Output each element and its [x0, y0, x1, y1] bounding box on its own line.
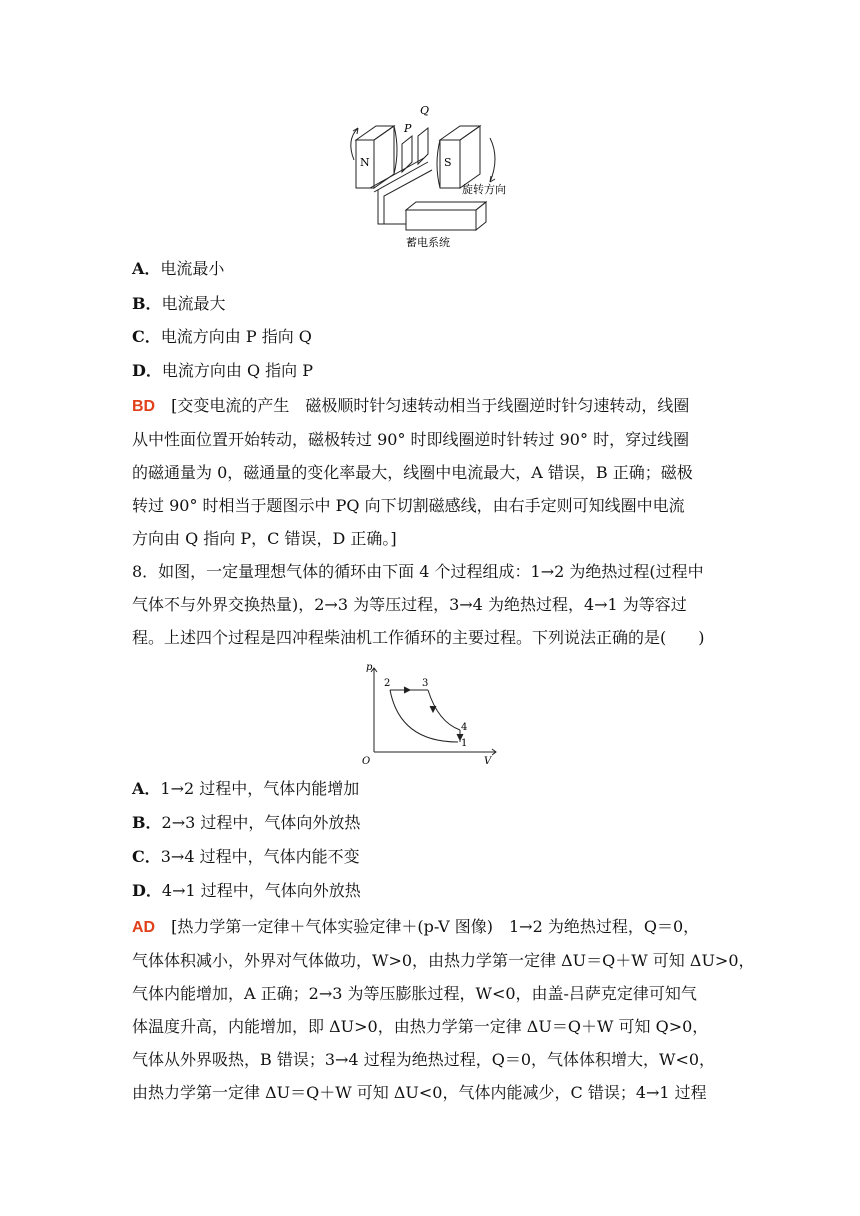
point-1: 1 — [461, 738, 468, 749]
option-label: A． — [132, 779, 161, 798]
answer-badge: BD — [132, 398, 156, 415]
point-3: 3 — [422, 678, 429, 689]
label-storage: 蓄电系统 — [406, 236, 450, 249]
q8-option-b — [132, 812, 360, 834]
q8-option-a — [132, 778, 359, 800]
option-text: 1→2 过程中，气体内能增加 — [160, 779, 360, 798]
answer-badge: AD — [132, 919, 156, 936]
option-text: 电流方向由 P 指向 Q — [160, 327, 312, 346]
pv-graph — [360, 660, 500, 768]
point-2: 2 — [384, 678, 391, 689]
explanation-line: 的磁通量为 0，磁通量的变化率最大，线圈中电流最大，A 错误，B 正确；磁极 — [132, 463, 693, 482]
explanation-line: 体温度升高，内能增加，即 ΔU>0，由热力学第一定律 ΔU＝Q＋W 可知 Q>0， — [132, 1017, 709, 1036]
label-rotation: 旋转方向 — [462, 183, 506, 196]
generator-figure — [340, 100, 530, 250]
q7-option-d — [132, 360, 313, 382]
q7-explanation — [132, 389, 732, 555]
axis-p: p — [366, 662, 373, 673]
origin: O — [362, 756, 371, 767]
option-text: 电流最大 — [161, 294, 226, 313]
q8-explanation — [132, 910, 755, 1109]
option-label: A． — [132, 259, 161, 278]
label-Q: Q — [420, 104, 430, 117]
axis-v: V — [484, 756, 492, 767]
explanation-line: 气体体积减小，外界对气体做功，W>0，由热力学第一定律 ΔU＝Q＋W 可知 ΔU>0， — [132, 951, 755, 970]
stem-line: 8．如图，一定量理想气体的循环由下面 4 个过程组成：1→2 为绝热过程(过程中 — [132, 562, 704, 581]
q7-option-b — [132, 293, 226, 315]
q7-option-a — [132, 258, 224, 280]
label-P: P — [404, 122, 412, 135]
stem-line: 程。上述四个过程是四冲程柴油机工作循环的主要过程。下列说法正确的是( ) — [132, 628, 705, 647]
option-label: C． — [132, 327, 161, 346]
stem-line: 气体不与外界交换热量)，2→3 为等压过程，3→4 为绝热过程，4→1 为等容过 — [132, 595, 687, 614]
option-label: B． — [132, 294, 162, 313]
explanation-line: 方向由 Q 指向 P，C 错误，D 正确。] — [132, 529, 397, 548]
option-label: B． — [132, 813, 162, 832]
option-label: C． — [132, 847, 161, 866]
explanation-line: 从中性面位置开始转动，磁极转过 90° 时即线圈逆时针转过 90° 时，穿过线圈 — [132, 430, 690, 449]
label-S: S — [444, 156, 452, 169]
point-4: 4 — [461, 722, 468, 733]
option-text: 电流最小 — [160, 259, 225, 278]
explanation-line: 转过 90° 时相当于题图示中 PQ 向下切割磁感线，由右手定则可知线圈中电流 — [132, 496, 685, 515]
option-text: 4→1 过程中，气体向外放热 — [161, 881, 361, 900]
option-text: 3→4 过程中，气体内能不变 — [160, 847, 360, 866]
explanation-line: 气体从外界吸热，B 错误；3→4 过程为绝热过程，Q＝0，气体体积增大，W<0， — [132, 1050, 716, 1069]
explanation-line: 气体内能增加，A 正确；2→3 为等压膨胀过程，W<0，由盖-吕萨克定律可知气 — [132, 984, 697, 1003]
q8-option-d — [132, 880, 361, 902]
explanation-line: [热力学第一定律＋气体实验定律＋(p-V 图像) 1→2 为绝热过程，Q＝0， — [171, 917, 700, 936]
explanation-line: [交变电流的产生 磁极顺时针匀速转动相当于线圈逆时针匀速转动，线圈 — [171, 396, 690, 415]
q8-stem — [132, 555, 742, 654]
q8-option-c — [132, 846, 360, 868]
option-label: D． — [132, 881, 162, 900]
label-N: N — [360, 156, 370, 169]
explanation-line: 由热力学第一定律 ΔU＝Q＋W 可知 ΔU<0，气体内能减少，C 错误；4→1 过程 — [132, 1083, 707, 1102]
option-label: D． — [132, 361, 162, 380]
option-text: 电流方向由 Q 指向 P — [161, 361, 314, 380]
q7-option-c — [132, 326, 312, 348]
option-text: 2→3 过程中，气体向外放热 — [161, 813, 361, 832]
